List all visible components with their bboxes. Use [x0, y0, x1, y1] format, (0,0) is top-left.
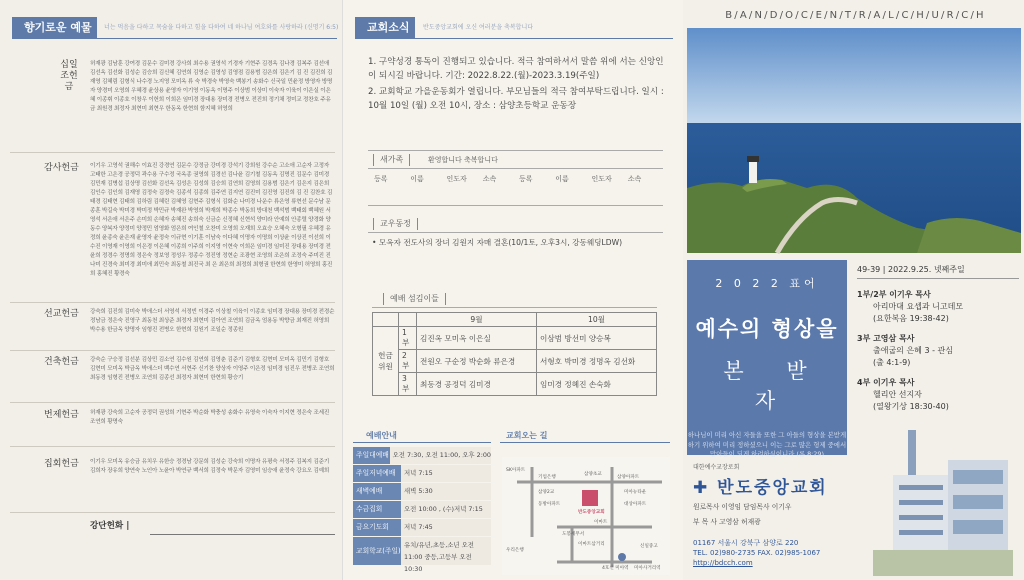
- tithe-names: 허재광 김남훈 강여경 김문수 김미경 강사희 최수용 권영석 기경자 기현주 김경옥 김나경 김복주 김선애 김선옥 김선화 김성순 김승희 김신혜 김연희 김영순 김영성 김영점 김용범 김은희 김은기 김 진 김진희 김재영 김혜림 김형식 나수경 노지영 모미옥 류 숙 박경숙 박영숙 백봉기 송화수 신국일 민윤정 방영자 방명자 양경미 오영희 우혜경 윤상용 윤영자 이기영 이동옥 이명주 이상범 이상미 이숙자 이육이 이은실 이은혜 이종휘 이종호 이창우 이헌희 이희은 임미경 장대용 장미경 전병오 전진희 정기채 정미교 정찬호 주유금 최원경 최정자 최현미 최현우 한동옥 한현희 함지혜 허영희: [90, 61, 333, 112]
- meeting-label: 집회헌금: [44, 459, 79, 469]
- burnt-offering-label: 번제헌금: [44, 410, 79, 420]
- divider: [10, 402, 335, 403]
- month-header: 10월: [537, 313, 657, 327]
- map-title: 교회오는 길: [506, 431, 548, 440]
- thanks-label: 감사헌금: [44, 163, 79, 173]
- lighthouse-image: [687, 28, 1021, 253]
- service-time-row: [353, 465, 491, 482]
- col-header: 이름: [410, 175, 424, 183]
- theme-line2: 본 받 자: [723, 359, 825, 413]
- map-label: 삼양초교: [584, 472, 602, 477]
- sermon-ref: (열왕기상 18:30-40): [873, 402, 949, 411]
- table-cell: 김진옥 모미옥 이은실: [417, 327, 537, 350]
- table-cell: 이삼범 방선미 양승복: [537, 327, 657, 350]
- building-label: 건축헌금: [44, 357, 79, 367]
- col-header: 등록: [374, 175, 388, 183]
- table-cell: 3부: [399, 373, 417, 396]
- meeting-names: 이기우 모미옥 유승금 유치우 유한승 정경남 강문희 김성순 강숙희 이명자 유평숙 서정주 김복지 김준기 김희자 장유희 양연숙 노인아 노윤아 박연규 백서희 김정숙 박문자 김영미 임승애 윤정숙 강요오 김예희: [90, 459, 330, 474]
- map-label: 반도중앙교회: [578, 510, 605, 515]
- serve-table: [372, 312, 657, 396]
- sermon-item: [857, 333, 1019, 369]
- divider: [10, 350, 335, 351]
- divider: [368, 168, 663, 169]
- theme-verse: 하나님이 미리 아신 자들을 또한 그 아들의 형상을 본받게 하기 위하여 미리 정하셨으니 이는 그로 많은 형제 중에서 맏아들이 되게 하려하심이니라 (롬 8:29): [687, 431, 847, 459]
- notice-list: [368, 55, 668, 115]
- service-time: 유치/유년,초등,소년 오전 11:00 중등,고등부 오전 10:30: [401, 537, 491, 565]
- col-header: 소속: [627, 175, 642, 183]
- table-cell: 2부: [399, 350, 417, 373]
- col-header: 소속: [482, 175, 497, 183]
- sermon-title: 헬리안 선지자: [873, 390, 922, 399]
- news-header: 교회소식: [355, 17, 415, 39]
- table-cell: 최동경 공정덕 김미경: [417, 373, 537, 396]
- service-times-table: [353, 447, 491, 573]
- sermon-schedule: [857, 264, 1019, 421]
- map-label: 우리은행: [506, 548, 524, 553]
- service-time: 오전 7:30, 오전 11:00, 오후 2:00: [390, 447, 491, 464]
- news-header-line: [355, 38, 673, 39]
- church-letters: B/A/N/D/O/C/E/N/T/R/A/L/C/H/U/R/C/H: [725, 10, 986, 21]
- newfamily-subtitle: 환영합니다 축복합니다: [428, 156, 498, 164]
- service-time: 저녁 7:15: [401, 465, 491, 482]
- notice-item: 1. 구약성경 통독이 진행되고 있습니다. 적극 참여하셔서 말씀 위에 서는 신앙인이 되시길 바랍니다. 기간: 2022.8.22.(월)-2023.3.19(주일): [368, 57, 664, 81]
- newfamily-title: 새가족: [373, 154, 410, 166]
- divider: [368, 232, 663, 233]
- news-header-note: 반도중앙교회에 오신 여러분을 축복합니다: [423, 24, 534, 31]
- table-cell: 전원오 구순정 박순화 류은경: [417, 350, 537, 373]
- serve-row-label: 헌금위원: [373, 327, 399, 396]
- offering-header: 향기로운 예물: [12, 17, 97, 39]
- divider: [368, 205, 663, 206]
- times-title: 예배안내: [366, 431, 397, 440]
- pastor-line: 원로목사 이영임 담임목사 이기우: [693, 503, 792, 511]
- denomination: 대한예수교장로회: [693, 464, 740, 471]
- service-name: 수금집회: [353, 501, 401, 518]
- map-label: 기업은행: [538, 475, 556, 480]
- divider: [10, 446, 335, 447]
- col-header: 이름: [555, 175, 569, 183]
- table-cell: 임미경 정혜진 손숙화: [537, 373, 657, 396]
- divider: [10, 512, 335, 513]
- map-label: 미아뉴타운: [624, 490, 647, 495]
- col-header: 인도자: [446, 175, 467, 183]
- theme-line1: 예수의 형상을: [695, 317, 839, 341]
- map-label: 이마트: [594, 520, 608, 525]
- sermon-title: 아리마대 요셉과 니고데모: [873, 302, 964, 311]
- map-label: SK아파트: [506, 468, 526, 473]
- theme-box: [687, 260, 847, 459]
- altar-flowers-label: 강단헌화: [90, 521, 124, 531]
- offering-header-line: [12, 38, 337, 39]
- table-row: [373, 373, 657, 396]
- fellowship-title: 교우동정: [373, 218, 418, 230]
- church-name: [693, 473, 868, 498]
- fellowship-item: • 모옥자 전도사의 장녀 김원지 자매 결혼(10/1토, 오후3시, 강동웨딩LDW): [372, 238, 623, 247]
- notice-item: 2. 교회학교 가을운동회가 열립니다. 부모님들의 적극 참여부탁드립니다. 일시 : 10월 10일 (월) 오전 10시, 장소 : 삼양초등학교 운동장: [368, 87, 664, 111]
- service-time: 저녁 7:45: [401, 519, 491, 536]
- map-label: 삼양2교: [538, 490, 555, 495]
- church-name-text: 반도중앙교회: [717, 478, 828, 498]
- sermon-preacher: 3부 고영삼 목사: [857, 334, 915, 343]
- sermon-preacher: 4부 이기우 목사: [857, 378, 915, 387]
- building-names: 강숙순 구승정 김선분 김상민 김소연 김수원 김연희 김영춘 김준기 김형호 김현미 모미옥 김민기 김형호 김현미 모미옥 박금옥 박애스더 백수연 서현주 신기찬 양상자 이영주 이은정 임미경 임진우 전병조 조연희 최동경 임형진 전병오 조연희 김종선 최정자 최현미 한현희 황승기: [90, 357, 335, 381]
- divider: [10, 152, 335, 153]
- month-header: 9월: [417, 313, 537, 327]
- divider: [150, 534, 335, 535]
- service-name: 새벽예배: [353, 483, 401, 500]
- service-name: 주일저녁예배: [353, 465, 401, 482]
- sermon-preacher: 1부/2부 이기우 목사: [857, 290, 931, 299]
- map-label: 미아사거리역: [634, 566, 661, 571]
- cover-photo: [687, 28, 1021, 253]
- offering-panel: [0, 0, 343, 580]
- church-phone: TEL. 02)980-2735 FAX. 02)985-1067: [693, 549, 821, 557]
- divider: [500, 442, 670, 443]
- divider: [353, 442, 491, 443]
- service-name: 주일대예배: [353, 447, 390, 464]
- map-label: 4호선 미아역: [602, 566, 629, 571]
- divider: [10, 302, 335, 303]
- sermon-ref: (요한복음 19:38-42): [873, 314, 949, 323]
- mission-names: 강숙희 김진희 김미숙 박애스더 서영석 서정빈 이경주 이상철 이육이 이종호 임미경 장대용 장미경 전경순 정남금 정은숙 진영구 최동천 최상준 최정자 최현미 김아연 조연희 김금옥 엄용동 박향금 최재진 허영희 박수용 한금옥 양명자 임형진 전병오 한현희 김원기 조일순 정종원: [90, 309, 335, 333]
- map-label: 이마트삼거리: [578, 542, 605, 547]
- divider: [368, 150, 663, 151]
- service-time: 오전 10:00 , (수)저녁 7:15: [401, 501, 491, 518]
- tithe-label: 십일조헌금: [60, 60, 78, 92]
- directions-map: [502, 457, 670, 575]
- service-time-row: [353, 537, 491, 573]
- service-name: 교회학교(주일): [353, 537, 401, 565]
- service-time: 새벽 5:30: [401, 483, 491, 500]
- map-label: 대상아파트: [624, 502, 647, 507]
- service-time-row: [353, 501, 491, 518]
- map-label: 도봉세무서: [562, 532, 585, 537]
- col-header: 인도자: [591, 175, 612, 183]
- table-cell: 서형호 박미경 정명옥 김선화: [537, 350, 657, 373]
- church-website[interactable]: http://bdcch.com: [693, 559, 753, 567]
- divider: [372, 307, 657, 308]
- building-image: [873, 400, 1013, 576]
- theme-year: 2 0 2 2 표어: [715, 277, 819, 290]
- service-time-row: [353, 483, 491, 500]
- table-row: [373, 350, 657, 373]
- altar-flowers-row: 강단헌화 |: [90, 521, 130, 531]
- sermon-item: [857, 289, 1019, 325]
- service-name: 금요기도회: [353, 519, 401, 536]
- map-label: 동방아파트: [538, 502, 561, 507]
- cover-panel: [683, 0, 1024, 580]
- church-info: [693, 462, 868, 568]
- church-logo-icon: ✚: [693, 478, 710, 498]
- church-address: 01167 서울시 강북구 삼양로 220: [693, 539, 799, 547]
- table-row: [373, 313, 657, 327]
- sermon-title: 출애굽의 은혜 3 - 관심: [873, 346, 953, 355]
- serve-title: 예배 섬김이들: [383, 293, 446, 305]
- thanks-names: 이기우 고영석 권해수 이효진 강경연 김문수 강정금 강미경 강석기 강희원 강수순 고소애 고순자 고정자 고태한 고은경 공정덕 곽수용 구수정 국옥종 권영희 김경선 김나윤 김기철 김동옥 김명진 김문수 김미경 김민재 김병섭 김상명 김선화 김선옥 김성은 김성희 김승희 김연희 김영희 김용범 김은기 김은지 김은희 김인수 김인희 김재영 김정숙 김정숙 김종석 김종희 김주연 김지연 김진미 김진영 김진희 김 진 김찬호 김태경 김태현 김태희 김하림 김혜린 김혜영 김현주 김형식 김화순 나미경 나운수 류은영 류현선 문수남 문종훈 박길숙 박미경 박미정 박민규 박재완 박영희 박재희 박종수 박동희 방대천 백석범 백태회 백혜원 서영석 서은애 서은주 손미희 손혜자 송혜진 송희숙 신금순 신정혜 신현석 양미라 안예희 안종렬 양경화 양동수 양복자 양정미 양정민 엄영화 엄은희 여인철 오찬미 오영희 오재희 오효승 오혜숙 오형필 우혜경 유정희 윤종숙 윤은재 윤영자 윤정숙 이규현 이기훈 이남숙 이다혜 이명자 이명희 이상윤 이상진 이선희 이수진 이영재 이영희 이은경 이은혜 이종희 이주희 이지영 이현숙 이희은 임미경 임미진 장대용 장미경 전윤희 정경수 정명희 정은숙 정보영 정성우 정종수 정진영 정현순 조광현 조영희 조은희 조정숙 주미진 진나미 진경숙 최미경 최미애 최민숙 최동철 최진국 최 은 최은희 최정희 최형권 한현희 한영미 허영희 홍진희 홍혜진 황경숙: [90, 163, 333, 277]
- table-cell: 1부: [399, 327, 417, 350]
- burnt-offering-names: 허재광 강숙희 고순자 공정덕 권성희 기현주 박순화 박충성 송화수 유영숙 이숙자 이지현 정은숙 조세진 조연희 황명숙: [90, 410, 330, 425]
- associate-line: 부 목 사 고영삼 허재광: [693, 518, 761, 526]
- church-building: [873, 400, 1013, 576]
- col-header: 등록: [519, 175, 533, 183]
- table-row: [373, 327, 657, 350]
- newfamily-columns: [374, 174, 664, 184]
- bulletin-date: 49-39 | 2022.9.25. 넷째주일: [857, 264, 1019, 279]
- sermon-ref: (출 4:1-9): [873, 358, 911, 367]
- map-label: 삼양아파트: [617, 475, 640, 480]
- service-time-row: [353, 447, 491, 464]
- mission-label: 선교헌금: [44, 309, 79, 319]
- offering-header-note: 너는 먹음을 다하고 목숨을 다하고 힘을 다하여 네 하나님 여호와를 사랑하라 (신명기 6:5): [104, 24, 339, 31]
- map-label: 신일중고: [640, 544, 658, 549]
- service-time-row: [353, 519, 491, 536]
